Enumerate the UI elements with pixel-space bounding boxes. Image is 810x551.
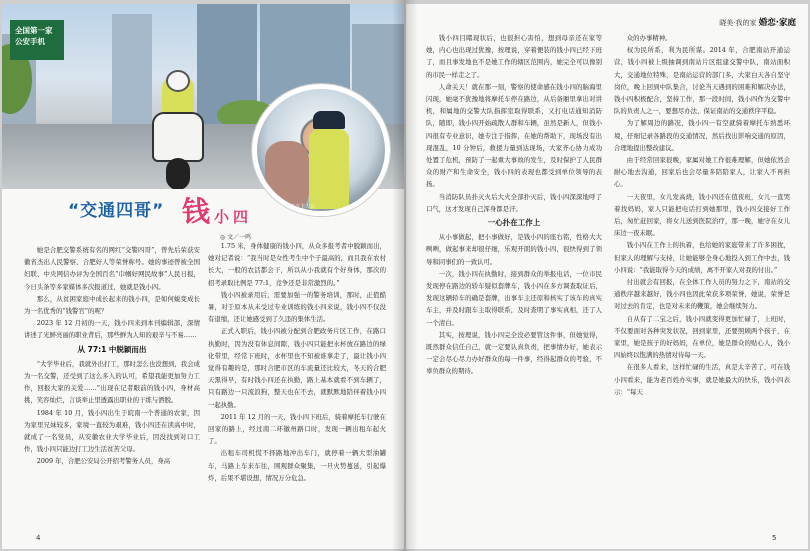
left-column-2 <box>208 240 386 484</box>
paragraph: 为了解周边的路况，钱小四一有空就骑着摩托车熟悉环境，仔细记录各路段的交通情况，然后找出影响交通的原因，合理地提出整改建议。 <box>614 119 790 152</box>
paragraph: 权为民所系，利为民所谋。2014 年，合肥南站开通运营，钱小四被上级抽调到南站片区组建交警中队，南站面积大，交通地位特殊，是南站运营的部门多，大家白天各自坚守岗位，晚上回到中队集合，讨论当天遇到的困难和解决办法，钱小四积极配合，坚持工作，那一段时间，钱小四作为交警中队的负责人之一，要想尽办法，保证南站的交通秩序平稳。 <box>614 46 790 116</box>
paragraph: “大学毕业后，我就外出打工，那时怎么也没想到，我会成为一名交警，还受到了这么多人的认可，希望我能更加努力工作，回报大家的关爱……”出现在记者眼前的钱小四，身材高挑，笑容灿烂，言谈举止里透露出职业的干练与洒脱。 <box>24 359 200 405</box>
article-title-prefix: “交通四哥” <box>68 201 165 221</box>
paragraph: 人命关天！就在那一刻，警察的使命感在钱小四的脑海里闪现，她毫不犹豫地将摩托车停在路边，从后备厢里拿出对讲机，和属地的交警大队指挥室取得联系，又打电话通知消防队，随即，钱小四开始疏散人群和车辆，虽然是新人，但钱小四很有专业意识，她专注于指挥，在她的帮助下，现场没有出现混乱，10 分钟后，救援力量到达现场，大家齐心协力成功处置了危机，预防了一起重大事故的发生，及时保护了人民群众的财产和生命安全，钱小四的表现也都受到单位领导的表扬。 <box>426 82 602 189</box>
paragraph: 她是合肥交警系统有名的网红“交警四哥”，曾先后荣获安徽省杰出人民警察、合肥好人等荣誉称号。她的事迹曾被全国妇联、中央网信办评为全国百名“巾帼好网民故事”人民日报，今日头条等多家媒体多次报道过，她就是钱小四。 <box>24 246 200 291</box>
paragraph: 在很多人看来，这样忙碌的生活，真是太辛苦了，可在钱小四看来，能为老百姓办实事，就是她最大的快乐，钱小四表示：“每天 <box>614 363 790 396</box>
paragraph: 2009 年，合肥公安局公开招考警务人员，身高 <box>36 457 171 466</box>
paragraph: 钱小四在工作上的执着，也给她的家庭带来了许多困扰，但家人的理解与支持，让她能够全身心地投入到工作中去，钱小四说：“我能取得今天的成绩，离不开家人对我的付出。” <box>614 241 790 274</box>
paragraph: 付出就会有回报，在全体工作人员的努力之下，南站的交通秩序越来越好，钱小四也因此荣获多项荣誉，她说，荣誉是对过去的肯定，也是对未来的鞭策，她会继续努力。 <box>614 278 790 311</box>
paragraph: 一次，钱小四在执勤时，接到群众的举报电话，一位市民发现停在路边的轿车疑似套牌车，钱小四在多方调查取证后，发现这辆轿车的确是套牌，出事车主还原和核实了该车的真实车主，并及时跟车主取得联系，及时查明了事实真相，还了人一个清白。 <box>426 269 602 327</box>
paragraph: 1984 年 10 月，钱小四出生于皖南一个普通的农家，因为家里兄妹较多，家境一直较为艰难，钱小四还在读高中时，就成了一名党员，从安徽农业大学毕业后，因没找到对口工作，钱小四只能边打工边生活贫苦父母。 <box>24 408 200 454</box>
running-header <box>719 16 796 28</box>
paragraph: 众的办事精神。 <box>626 34 672 42</box>
paragraph: 正式入职后，钱小四被分配到合肥政务片区工作，在路口执勤时，因为没有休息间隙，钱小四只能把水杯放在路边的绿化带里，经常下班时，水杯里也不知被谁拿走了，最让钱小四觉得有趣的是，那时合肥市区的车流量还比较大，冬天的合肥天黑得早，有时钱小四还在执勤，路上基本就看不到车辆了，只有路边一只流浪狗，整天也在不去，就默默地陪伴着钱小四一起执勤。 <box>208 327 386 409</box>
motorcycle-officer-figure <box>142 72 214 189</box>
byline: ◎ 文／一鸣 <box>220 234 252 241</box>
paragraph: 2011 年 12 月的一天，钱小四下班后，骑着摩托车行驶在回家的路上，经过南二环徽州路口时，发现一辆出租车起火了。 <box>208 412 386 446</box>
portrait-caption: 本文主人公 <box>290 204 316 210</box>
article-title-big: 钱 <box>182 195 211 228</box>
paragraph: 1.75 米，身体健康的钱小四，从众多报考者中脱颖而出，她对记者说：“我当时是女性考生中个子最高的，而且我在农村长大，一般的农活都会干，所以从小我就有个好身体，那次的招考录取比例是 77:1，竞争还是非常激烈的。” <box>208 242 386 287</box>
paragraph: 当消防队员扑灭火后大火全部扑灭后，钱小四深深地呼了口气，这才发现自己浑身都是汗。 <box>426 192 602 213</box>
paragraph: 一天夜里，女儿发高烧，钱小四还在值夜班，女儿一直哭着找妈妈，家人只能把电话打到她那里，钱小四交接好工作后，匆忙赶回家，将女儿送到医院治疗，那一晚，她守在女儿床边一夜未眠。 <box>614 192 790 238</box>
page-number-right: 5 <box>772 534 777 542</box>
header-small: 晓美·我的家 <box>719 19 757 27</box>
paragraph: 那么，从贫困家庭中成长起来的钱小四，是如何蜕变成长为一名优秀的“钱警官”的呢？ <box>24 294 200 316</box>
paragraph: 自从有了二宝之后，钱小四就变得更加忙碌了，上班时，不仅要面对各种突发状况，回到家里，还要照顾两个孩子，在家里，她是孩子的好妈妈，在单位，她是群众的贴心人，钱小四始终以饱满的热情对待每一天。 <box>614 314 790 360</box>
right-column-2 <box>614 32 790 398</box>
section-subhead: 一心扑在工作上 <box>487 218 541 228</box>
left-page <box>2 4 404 549</box>
left-column-1 <box>24 244 200 468</box>
section-subhead: 从 77:1 中脱颖而出 <box>77 344 147 354</box>
right-page <box>406 4 808 549</box>
paragraph: 2023 年 12 月初的一天，钱小四来到本刊编辑部，深情讲述了光鲜亮丽的职业背后，那些鲜为人知的艰辛与不易…… <box>24 319 200 340</box>
paragraph: 其实，按理说，钱小四完全没必要管这件事，但她觉得，既然群众信任自己，就一定要认真负责，把事情办好，她表示一定会尽心尽力办好群众的每一件事，经得起群众的考验，不辜负群众的期待。 <box>426 330 602 376</box>
book-gutter-shadow <box>392 0 418 551</box>
paragraph: 由于经常回家很晚，家属对她工作很难理解，但她依然会耐心地去沟通，回家后也会尽量多陪陪家人，让家人不再担心。 <box>614 156 790 189</box>
article-title-small: 小四 <box>214 208 253 226</box>
paragraph: 出租车司机慌不择路地冲出车门，就停着一辆大型油罐车，马路上车来车往，围观群众聚集，一旦火势蔓延，引起爆炸，后果不堪设想，情况万分危急。 <box>208 449 386 482</box>
header-big: 婚恋·家庭 <box>758 18 796 28</box>
paragraph: 钱小四目睹现状后，也很担心害怕，想到母亲还在家等她，内心也出现过犹豫，按理说，穿着便装的钱小四已经下班了，而且事发地也不是她工作的辖区范围内，她完全可以像别的市民一样走之了。 <box>426 34 602 79</box>
paragraph: 钱小四被录用后，需要加强一的警务培训，那时，正值酷暑，对于原本从未受过专业训练的钱小四来说，钱小四不仅没有退缩，还让她感受到了久违的集体生活。 <box>208 290 386 324</box>
brand-badge: 全国第一家公安手机 <box>10 20 64 60</box>
page-number-left: 4 <box>36 534 41 542</box>
officer-portrait <box>252 84 390 216</box>
right-column-1 <box>426 32 602 378</box>
paragraph: 从小事做起，把小事做好，是钱小四的座右铭，性格大大咧咧，做起事来却很仔细，乐观开朗的钱小四，很快得到了领导和同事们的一致认可。 <box>426 233 602 266</box>
